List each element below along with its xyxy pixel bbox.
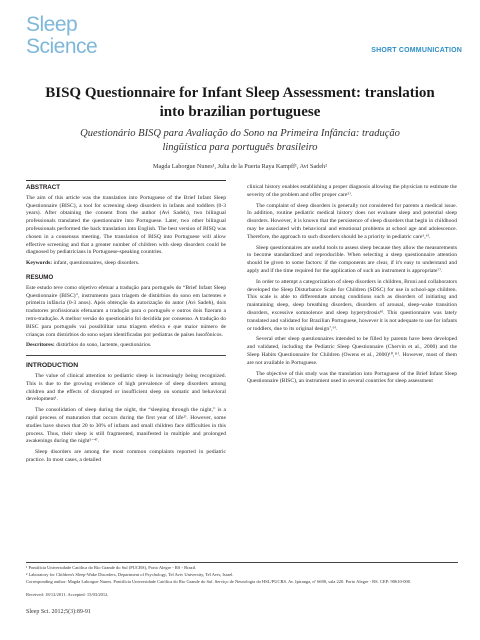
- footnote-affiliation-1: ¹ Pontifícia Universidade Católica do Rio Grande do Sul (PUCRS), Porto Alegre - RS - Brazil.: [26, 565, 197, 570]
- footnote-rule: [26, 562, 458, 563]
- descritores-label: Descritores:: [26, 342, 55, 349]
- citation-footer: Sleep Sci. 2012;5(3):89-91: [26, 609, 91, 615]
- journal-logo: [26, 8, 146, 68]
- abstract-heading: ABSTRACT: [26, 184, 61, 191]
- intro-rule: [26, 355, 226, 356]
- footnote-corresponding-author: Corresponding author: Magda Lahorgue Nunes. Pontifícia Universidade Católica do Rio Grande do Sul. Serviço de Neurologia do HSL/PUCRS. Av. Ipiranga, nº 6690, sala 220. Porto Alegre - RS. CEP: 90610-000.: [26, 579, 412, 584]
- introduction-heading: INTRODUCTION: [26, 362, 79, 370]
- descritores-value: distúrbios do sono, lactente, questionários.: [56, 342, 152, 349]
- resumo-text: Este estudo teve como objetivo efetuar a tradução para português do “Brief Infant Sleep Questionnaire (BISC)”, instrumento para triagem de distúrbios do sono em lactentes e primeira infância (0-3 anos). Após obtenção da autorização do autor (Avi Sadeh), dois tradutores profissionais efetuaram a tradução para o português e outros dois fizeram a retro-tradução. A melhor versão do questionário foi decidida por consenso. A tradução do BISC para português vai possibilitar uma triagem efetiva e que maior número de crianças com distúrbios do sono sejam identificadas por pediatras de países lusofônicos.: [26, 284, 226, 338]
- footnote-dates: Received: 18/12/2011. Accepted: 15/03/2012.: [26, 592, 109, 597]
- author-list: Magda Lahorgue Nunes¹, Julia de la Puerta Raya Kampff¹, Avi Sadeh²: [153, 163, 327, 170]
- intro-paragraph-2: The consolidation of sleep during the night, the “sleeping through the night,” is a rapid process of maturation that occurs during the first year of life²⁾. However, some studies have shown that 20 to 30% of infants and small children face difficulties in this process. Thus, their sleep is still fragmented, manifested in multiple and prolonged awakenings during the night²⁻⁴⁾.: [26, 407, 226, 445]
- keywords-value: infant, questionnaires, sleep disorders.: [53, 260, 140, 267]
- logo-word-science: Science: [26, 35, 98, 58]
- abstract-text: The aim of this article was the translation into Portuguese of the Brief Infant Sleep Questionnaire (BISC), a tool for screening sleep disorders in infants and toddlers (0-3 years). After obtaining the consent from the author (Avi Sadeh), two bilingual professionals translated the questionnaire into Portuguese. Later, two other bilingual professionals performed the back translation into English. The best version of BISQ was chosen in a consensus meeting. The translation of BISQ into Portuguese will allow effective screening and that a greater number of children with sleep disorders could be diagnosed by pediatricians in Portuguese-speaking countries.: [26, 194, 226, 256]
- intro-paragraph-1: The value of clinical attention to pediatric sleep is increasingly being recognized. This is due to the growing evidence of high prevalence of sleep disorders among children and the effects of disrupted or insufficient sleep on somatic and behavioral development¹.: [26, 372, 226, 403]
- right-column: [247, 184, 457, 389]
- right-paragraph-6: The objective of this study was the translation into Portuguese of the Brief Infant Sleep Questionnaire (BISC), an instrument used in several countries for sleep assessment: [247, 370, 457, 385]
- footnote-affiliation-2: ² Laboratory for Children's Sleep-Wake Disorders, Department of Psychology, Tel Aviv University, Tel Aviv, Israel.: [26, 572, 234, 577]
- right-paragraph-3: Sleep questionnaires are useful tools to assess sleep because they allow the measurements to become standardized and reproducible. When selecting a sleep questionnaire attention should be given to some factors: if the components are clear, if it's easy to understand and apply and if the time required for the application of such an instrument is appropriate⁷⁾.: [247, 244, 458, 274]
- right-paragraph-5: Several other sleep questionnaires intended to be filled by parents have been developed and validated, including the Pediatric Sleep Questionnaire (Chervin et al., 2000) and the Sleep Habits Questionnaire for Children (Owens et al., 2000)¹⁰,¹¹⁾. However, most of them are not available in Portuguese.: [247, 336, 457, 366]
- article-subtitle: Questionário BISQ para Avaliação do Sono na Primeira Infância: tradução lingüística para português brasileiro: [80, 128, 400, 153]
- abstract-keywords: [26, 260, 226, 268]
- resumo-keywords: [26, 342, 226, 350]
- section-label: SHORT COMMUNICATION: [371, 47, 462, 54]
- right-paragraph-2: The complaint of sleep disorders is generally not considered for parents a medical issue. In addition, routine pediatric medical history does not evaluate sleep and potential sleep disorders. However, it is known that the persistence of sleep disorders that begin in childhood may be associated with behavioral and emotional problems at school age and adolescence. Therefore, the approach to such disorders should be a priority in pediatric care⁵,⁶⁾.: [247, 202, 457, 240]
- logo-word-sleep: Sleep: [26, 13, 78, 36]
- article-title: BISQ Questionnaire for Infant Sleep Assessment: translation into brazilian portuguese: [45, 85, 435, 120]
- resumo-heading: RESUMO: [26, 273, 54, 281]
- left-column: [26, 180, 226, 468]
- intro-paragraph-3: Sleep disorders are among the most common complaints reported in pediatric practice. In most cases, a detailed: [26, 449, 226, 463]
- keywords-label: Keywords:: [26, 260, 53, 267]
- right-paragraph-4: In order to attempt a categorization of sleep disorders in children, Bruni and collaborators developed the Sleep Disturbance Scale for Children (SDSC) for use in school-age children. This scale is able to differentiate among conditions such as disorders of initiating and maintaining sleep, sleep breathing disorders, disorders of arousal, sleep-wake transition disorders, excessive somnolence and sleep hyperydrosis⁸⁾. This questionnaire was lately translated and validated for Brazilian Portuguese, however it is not adequate to use for infants or toddlers, due to its original design⁷,⁹⁾.: [247, 278, 457, 332]
- right-paragraph-1: clinical history enables establishing a proper diagnosis allowing the physician to estimate the severity of the problem and offer proper care⁵⁾.: [247, 184, 457, 198]
